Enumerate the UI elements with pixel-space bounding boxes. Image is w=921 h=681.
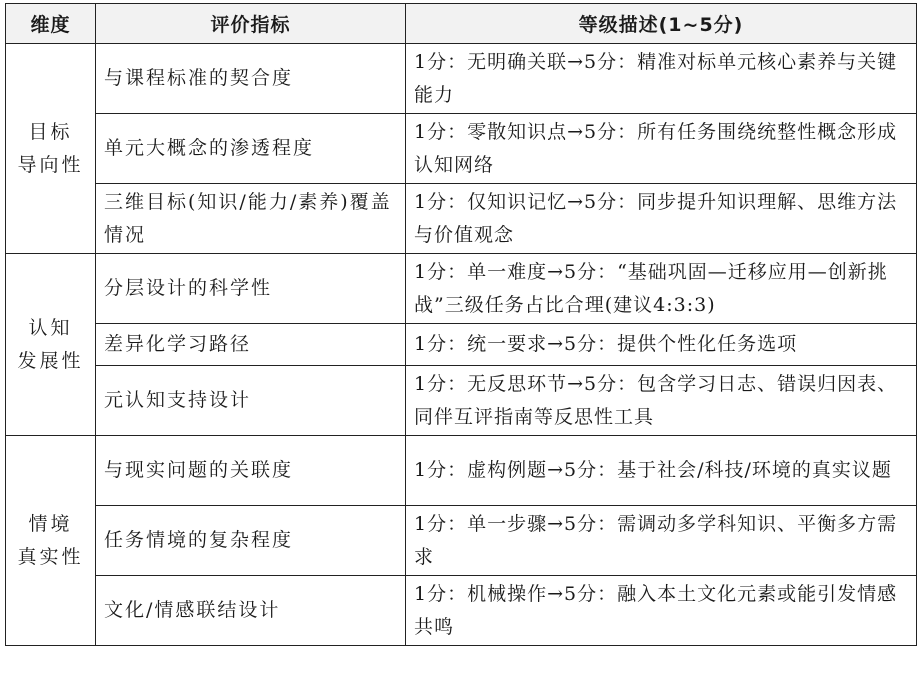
dimension-cell bbox=[6, 254, 96, 436]
table-row bbox=[6, 44, 917, 114]
table-row bbox=[6, 366, 917, 436]
dimension-cell bbox=[6, 44, 96, 254]
description-cell: 1分：统一要求→5分：提供个性化任务选项 bbox=[406, 324, 917, 366]
indicator-cell: 任务情境的复杂程度 bbox=[96, 506, 406, 576]
description-cell: 1分：无明确关联→5分：精准对标单元核心素养与关键能力 bbox=[406, 44, 917, 114]
indicator-cell: 三维目标(知识/能力/素养)覆盖情况 bbox=[96, 184, 406, 254]
table-row bbox=[6, 506, 917, 576]
header-row bbox=[6, 4, 917, 44]
evaluation-table-container bbox=[5, 3, 917, 646]
indicator-cell: 单元大概念的渗透程度 bbox=[96, 114, 406, 184]
header-description: 等级描述(1~5分) bbox=[406, 4, 917, 44]
dimension-cell bbox=[6, 436, 96, 646]
description-cell: 1分：机械操作→5分：融入本土文化元素或能引发情感共鸣 bbox=[406, 576, 917, 646]
description-cell: 1分：单一难度→5分：“基础巩固—迁移应用—创新挑战”三级任务占比合理(建议4:3:3) bbox=[406, 254, 917, 324]
dimension-label-line1: 目标 bbox=[28, 120, 73, 143]
description-cell: 1分：仅知识记忆→5分：同步提升知识理解、思维方法与价值观念 bbox=[406, 184, 917, 254]
table-row bbox=[6, 114, 917, 184]
dimension-label-line2: 发展性 bbox=[17, 349, 84, 372]
table-row bbox=[6, 184, 917, 254]
table-row bbox=[6, 324, 917, 366]
description-cell: 1分：虚构例题→5分：基于社会/科技/环境的真实议题 bbox=[406, 436, 917, 506]
indicator-cell: 元认知支持设计 bbox=[96, 366, 406, 436]
description-cell: 1分：单一步骤→5分：需调动多学科知识、平衡多方需求 bbox=[406, 506, 917, 576]
indicator-cell: 差异化学习路径 bbox=[96, 324, 406, 366]
dimension-label-line2: 导向性 bbox=[17, 153, 84, 176]
table-row bbox=[6, 254, 917, 324]
indicator-cell: 分层设计的科学性 bbox=[96, 254, 406, 324]
dimension-label-line1: 情境 bbox=[28, 512, 73, 535]
indicator-cell: 与现实问题的关联度 bbox=[96, 436, 406, 506]
header-dimension: 维度 bbox=[6, 4, 96, 44]
description-cell: 1分：无反思环节→5分：包含学习日志、错误归因表、同伴互评指南等反思性工具 bbox=[406, 366, 917, 436]
indicator-cell: 与课程标准的契合度 bbox=[96, 44, 406, 114]
description-cell: 1分：零散知识点→5分：所有任务围绕统整性概念形成认知网络 bbox=[406, 114, 917, 184]
table-row bbox=[6, 576, 917, 646]
header-indicator: 评价指标 bbox=[96, 4, 406, 44]
dimension-label-line2: 真实性 bbox=[17, 545, 84, 568]
indicator-cell: 文化/情感联结设计 bbox=[96, 576, 406, 646]
evaluation-table bbox=[5, 3, 917, 646]
dimension-label-line1: 认知 bbox=[28, 316, 73, 339]
table-row bbox=[6, 436, 917, 506]
